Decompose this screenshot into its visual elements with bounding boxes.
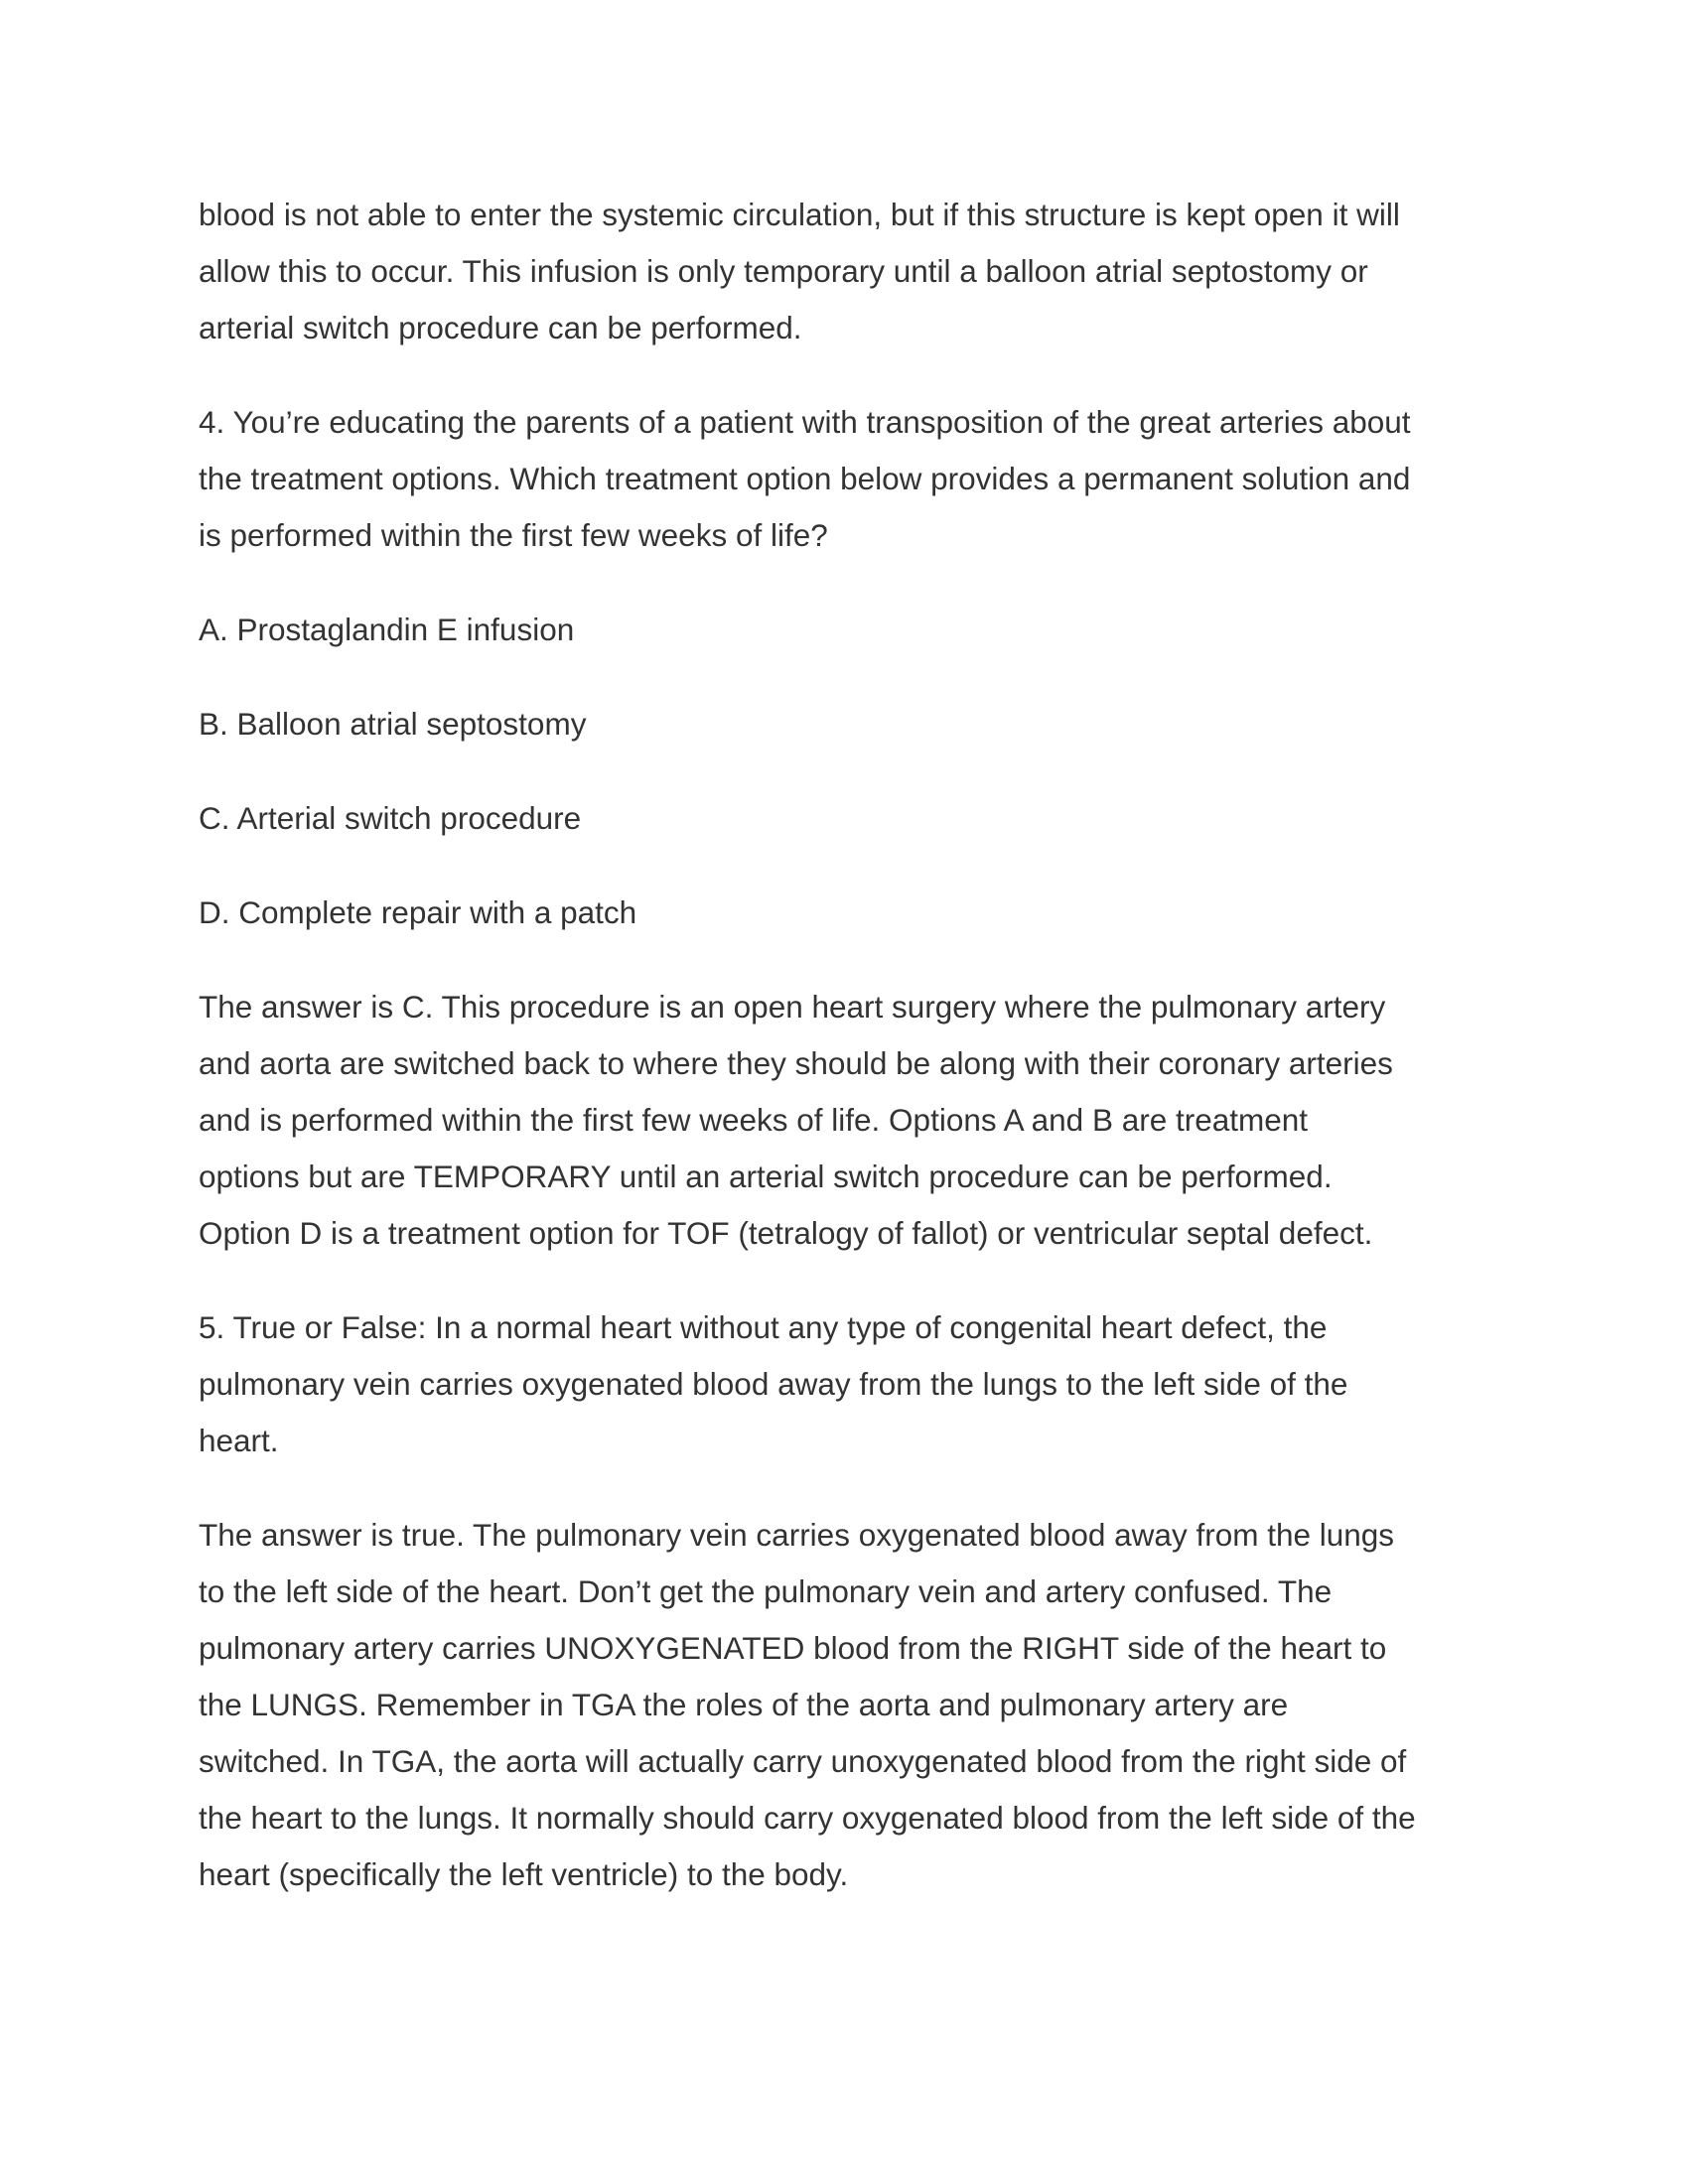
text-line: heart (specifically the left ventricle) to the body. (199, 1856, 849, 1892)
option-text: C. Arterial switch procedure (199, 800, 582, 836)
text-line: The answer is C. This procedure is an open heart surgery where the pulmonary artery (199, 989, 1386, 1024)
question-4 (199, 394, 1509, 564)
option-a (199, 602, 1509, 658)
option-b (199, 696, 1509, 752)
text-line: the LUNGS. Remember in TGA the roles of the aorta and pulmonary artery are (199, 1687, 1289, 1722)
option-c (199, 790, 1509, 847)
text-line: allow this to occur. This infusion is only temporary until a balloon atrial septostomy or (199, 253, 1368, 289)
text-line: and aorta are switched back to where they should be along with their coronary arteries (199, 1045, 1393, 1081)
text-line: Option D is a treatment option for TOF (tetralogy of fallot) or ventricular septal defect. (199, 1215, 1373, 1251)
answer-5-explanation (199, 1507, 1509, 1903)
text-line: pulmonary artery carries UNOXYGENATED blood from the RIGHT side of the heart to (199, 1630, 1387, 1666)
option-d (199, 885, 1509, 941)
text-line: options but are TEMPORARY until an arterial switch procedure can be performed. (199, 1159, 1333, 1194)
text-line: The answer is true. The pulmonary vein carries oxygenated blood away from the lungs (199, 1517, 1395, 1553)
document-page (199, 187, 1509, 1941)
option-text: A. Prostaglandin E infusion (199, 612, 575, 647)
text-line: 4. You’re educating the parents of a patient with transposition of the great arteries about (199, 404, 1411, 440)
text-line: and is performed within the first few weeks of life. Options A and B are treatment (199, 1102, 1309, 1138)
option-text: D. Complete repair with a patch (199, 894, 637, 930)
text-line: switched. In TGA, the aorta will actually carry unoxygenated blood from the right side of (199, 1743, 1407, 1779)
text-line: the heart to the lungs. It normally should carry oxygenated blood from the left side of the (199, 1800, 1416, 1836)
text-line: pulmonary vein carries oxygenated blood away from the lungs to the left side of the (199, 1366, 1348, 1402)
continuation-paragraph (199, 187, 1509, 356)
option-text: B. Balloon atrial septostomy (199, 706, 587, 742)
text-line: is performed within the first few weeks of life? (199, 517, 828, 553)
text-line: 5. True or False: In a normal heart without any type of congenital heart defect, the (199, 1309, 1328, 1345)
text-line: arterial switch procedure can be performed. (199, 310, 802, 345)
text-line: heart. (199, 1423, 279, 1458)
text-line: blood is not able to enter the systemic circulation, but if this structure is kept open it will (199, 197, 1400, 232)
answer-4-explanation (199, 979, 1509, 1262)
text-line: to the left side of the heart. Don’t get the pulmonary vein and artery confused. The (199, 1573, 1333, 1609)
question-5 (199, 1299, 1509, 1469)
text-line: the treatment options. Which treatment option below provides a permanent solution and (199, 461, 1411, 496)
